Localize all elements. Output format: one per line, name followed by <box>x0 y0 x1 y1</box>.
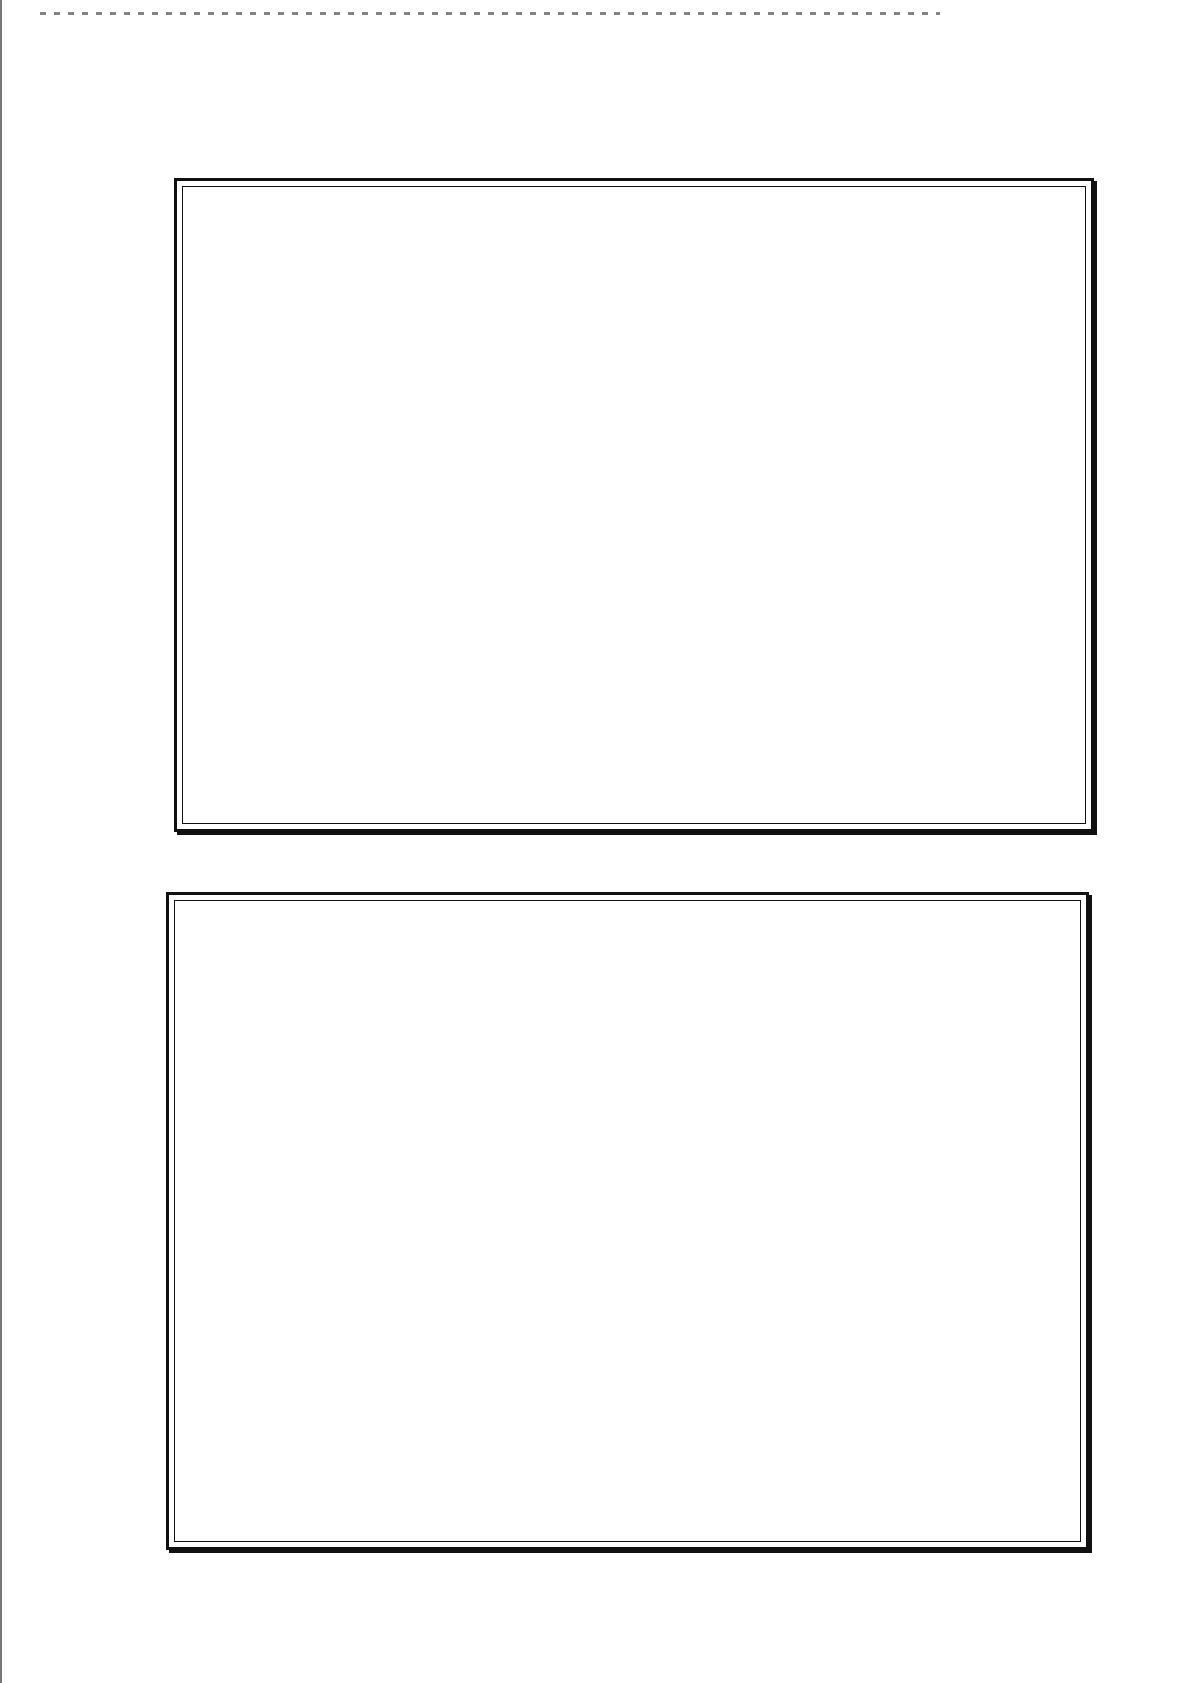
top-columns <box>182 186 1086 824</box>
genealogy-page-bottom <box>166 892 1089 1550</box>
scan-top-artifact <box>40 12 940 15</box>
genealogy-page-top <box>174 178 1094 832</box>
bottom-columns <box>174 900 1081 1542</box>
page-edge-rule <box>0 0 2 1683</box>
